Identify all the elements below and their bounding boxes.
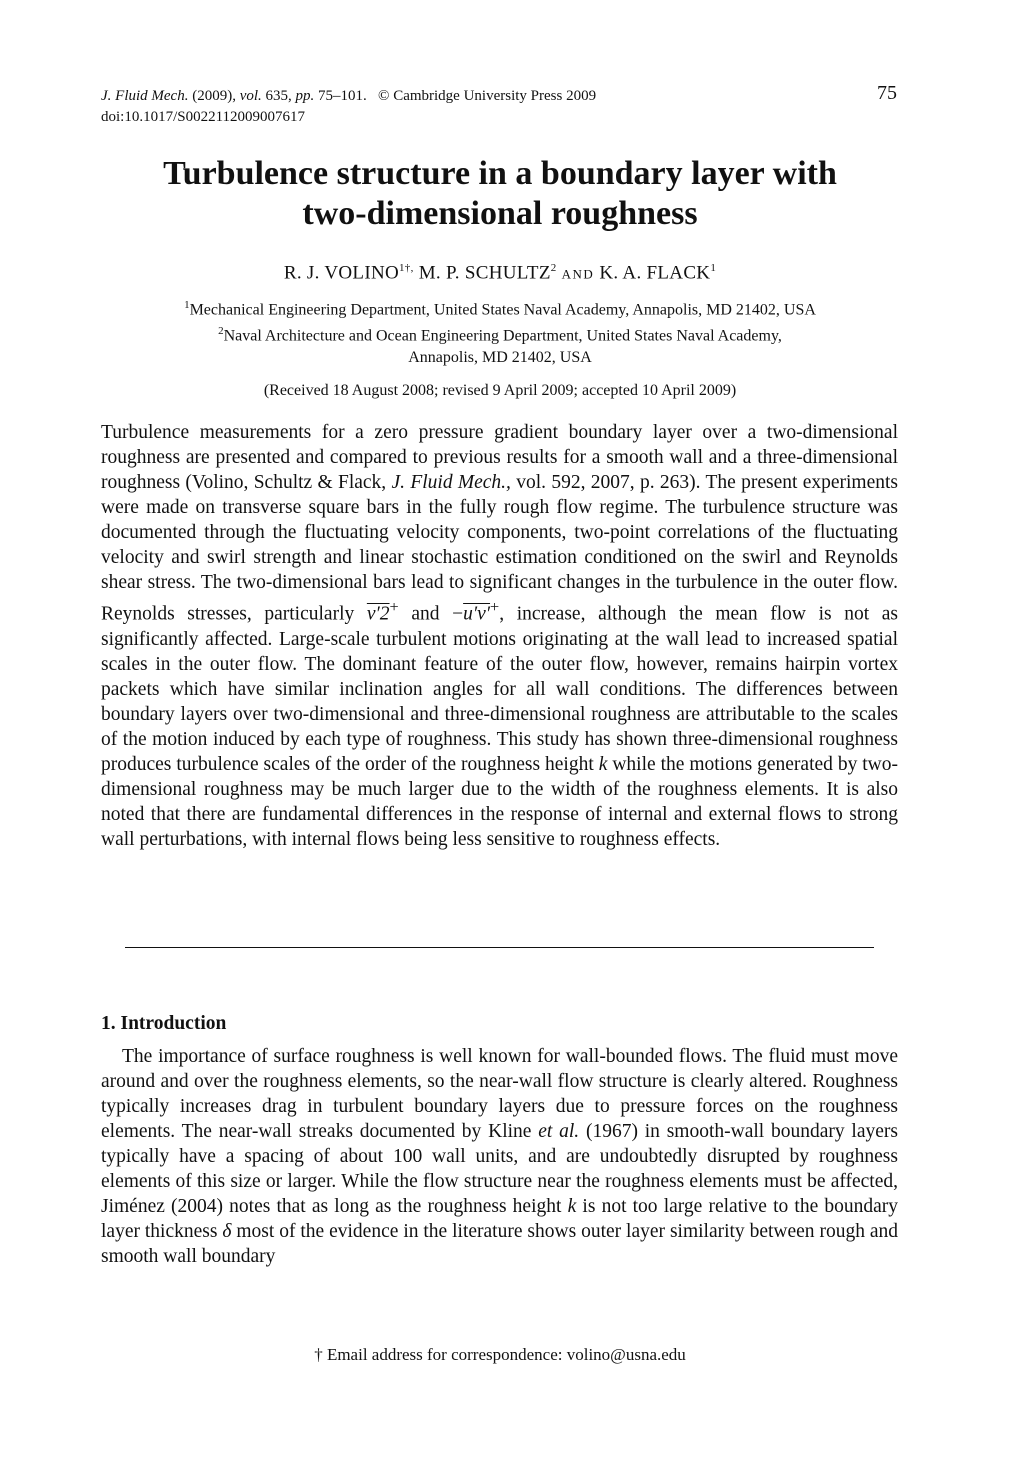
symbol-u-prime-v-prime: u′v′ <box>463 603 491 625</box>
intro-et-al: et al. <box>538 1121 580 1142</box>
author-schultz-mark: 2 <box>550 262 557 274</box>
author-list <box>101 262 899 284</box>
intro-part-2: (1967) in smooth-wall boundary layers typically have a spacing of about 100 wall units, and are undoubtedly disrupted by roughness elements of this size or larger. While the flow structure near the roughness elements must be affected, Jiménez (2004) notes that as long as the roughness height <box>101 1121 898 1217</box>
affiliation-1-text: Mechanical Engineering Department, United States Naval Academy, Annapolis, MD 21402, USA <box>189 301 816 319</box>
copyright-notice: © Cambridge University Press 2009 <box>378 88 597 104</box>
pages-label: pp. <box>295 88 315 104</box>
author-conjunction: AND <box>561 266 595 282</box>
abstract-cited-journal: J. Fluid Mech., <box>391 472 511 493</box>
abstract-and: and <box>411 603 440 625</box>
intro-symbol-delta: δ <box>222 1221 232 1242</box>
symbol-v-prime-squared-plus: + <box>389 598 399 616</box>
page-number: 75 <box>877 82 897 104</box>
affiliation-2-number: 2 <box>218 325 224 337</box>
affiliation-2-line-2: Annapolis, MD 21402, USA <box>408 349 592 367</box>
abstract-part-2: vol. 592, 2007, p. 263). The present experiments were made on transverse square bars in the fully rough flow regime. The turbulence structure was documented through the fluctuating velocity components, two-point correlations of the fluctuating velocity and swirl strength and linear stochastic estimation conditioned on the swirl and Reynolds shear stress. The two-dimensional bars lead to significant changes in the turbulence in the outer flow. Reynolds stresses, particularly <box>101 472 898 625</box>
author-volino: R. J. VOLINO <box>283 262 399 284</box>
abstract <box>101 420 898 852</box>
volume-number: 635, <box>265 88 292 104</box>
abstract-part-4: while the motions generated by two-dimensional roughness may be much larger due to the width of the roughness elements. It is also noted that there are fundamental differences in the response of internal and external flows to strong wall perturbations, with internal flows being less sensitive to roughness effects. <box>101 753 899 850</box>
symbol-v-prime-squared: v′2 <box>366 603 390 625</box>
author-volino-mark: 1†, <box>399 262 414 274</box>
abstract-part-3: , increase, although the mean flow is not as significantly affected. Large-scale turbulent motions originating at the wall lead to increased spatial scales in the outer flow. The dominant feature of the outer flow, however, remains hairpin vortex packets which have similar inclination angles for all wall conditions. The differences between boundary layers over two-dimensional and three-dimensional roughness are attributable to the scales of the motion induced by each type of roughness. This study has shown three-dimensional roughness produces turbulence scales of the order of the roughness height <box>101 603 899 775</box>
author-flack: K. A. FLACK <box>599 262 711 284</box>
title-line-1: Turbulence structure in a boundary layer with <box>163 155 837 192</box>
affiliation-1-number: 1 <box>184 299 190 311</box>
affiliation-2 <box>101 320 899 369</box>
intro-symbol-k: k <box>567 1196 577 1217</box>
symbol-k: k <box>598 753 608 775</box>
abstract-part-1: Turbulence measurements for a zero pressure gradient boundary layer over a two-dimensional roughness are presented and compared to previous results for a smooth wall and a three-dimensional roughness (Volino, Schultz & Flack, <box>101 422 898 493</box>
journal-name: J. Fluid Mech. <box>101 88 189 104</box>
page-range: 75–101. <box>318 88 367 104</box>
volume-label: vol. <box>239 88 262 104</box>
intro-part-4: most of the evidence in the literature shows outer layer similarity between rough and smooth wall boundary <box>101 1221 899 1267</box>
received-dates: (Received 18 August 2008; revised 9 April 2009; accepted 10 April 2009) <box>263 382 737 399</box>
intro-part-3: is not too large relative to the boundary layer thickness <box>101 1196 899 1242</box>
affiliation-2-line-1: Naval Architecture and Ocean Engineering Department, United States Naval Academy, <box>223 327 782 345</box>
section-heading: 1. Introduction <box>101 1013 227 1034</box>
intro-part-1: The importance of surface roughness is well known for wall-bounded flows. The fluid must move around and over the roughness elements, so the near-wall flow structure is clearly altered. Roughness typically increases drag in turbulent boundary layers due to pressure forces on the roughness elements. The near-wall streaks documented by Kline <box>101 1046 898 1142</box>
symbol-u-prime-v-prime-plus: + <box>490 598 500 616</box>
running-header <box>101 86 801 128</box>
abstract-divider <box>125 947 874 948</box>
author-flack-mark: 1 <box>710 262 717 274</box>
author-schultz: M. P. SCHULTZ <box>418 262 551 284</box>
doi: doi:10.1017/S0022112009007617 <box>101 109 306 125</box>
journal-year: (2009), <box>192 88 236 104</box>
affiliation-1 <box>101 294 899 321</box>
introduction-paragraph <box>101 1044 898 1269</box>
footnote: † Email address for correspondence: volino@usna.edu <box>314 1345 686 1364</box>
symbol-minus: − <box>452 603 464 625</box>
paper-title <box>101 154 899 234</box>
title-line-2: two-dimensional roughness <box>302 195 698 232</box>
